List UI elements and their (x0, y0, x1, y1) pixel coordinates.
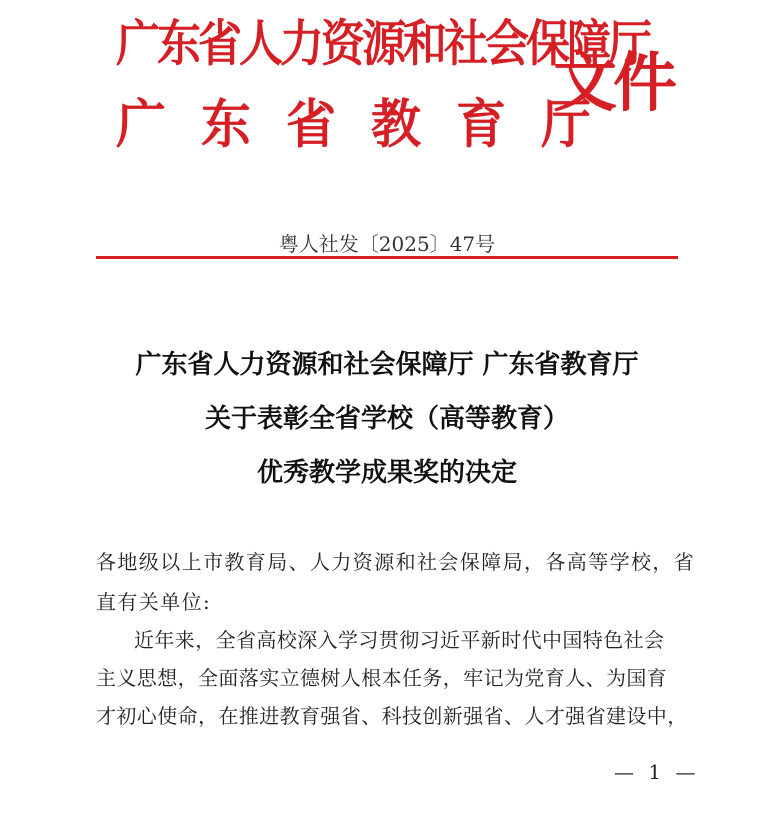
page-number: — 1 — (614, 760, 700, 784)
document-title-line-3: 优秀教学成果奖的决定 (256, 458, 517, 488)
body-text-line: 各地级以上市教育局、人力资源和社会保障局，各高等学校，省 (96, 550, 696, 574)
issuing-authority-2: 广东省教育厅 (116, 92, 626, 155)
letterhead (0, 0, 774, 180)
document-title-line-2: 关于表彰全省学校（高等教育） (204, 404, 569, 434)
document-title-line-1: 广东省人力资源和社会保障厅 广东省教育厅 (135, 350, 639, 380)
body-text-line: 主义思想，全面落实立德树人根本任务，牢记为党育人、为国育 (96, 666, 668, 690)
body-text-line: 直有关单位: (96, 590, 212, 614)
red-divider (96, 256, 678, 259)
body-text-line: 近年来，全省高校深入学习贯彻习近平新时代中国特色社会 (134, 628, 665, 652)
document-number: 粤人社发〔2025〕47号 (278, 232, 496, 256)
issuing-authority-1: 广东省人力资源和社会保障厅 (116, 15, 649, 73)
document-type-label: 文件 (553, 46, 673, 121)
body-text-line: 才初心使命，在推进教育强省、科技创新强省、人才强省建设中， (96, 704, 688, 728)
